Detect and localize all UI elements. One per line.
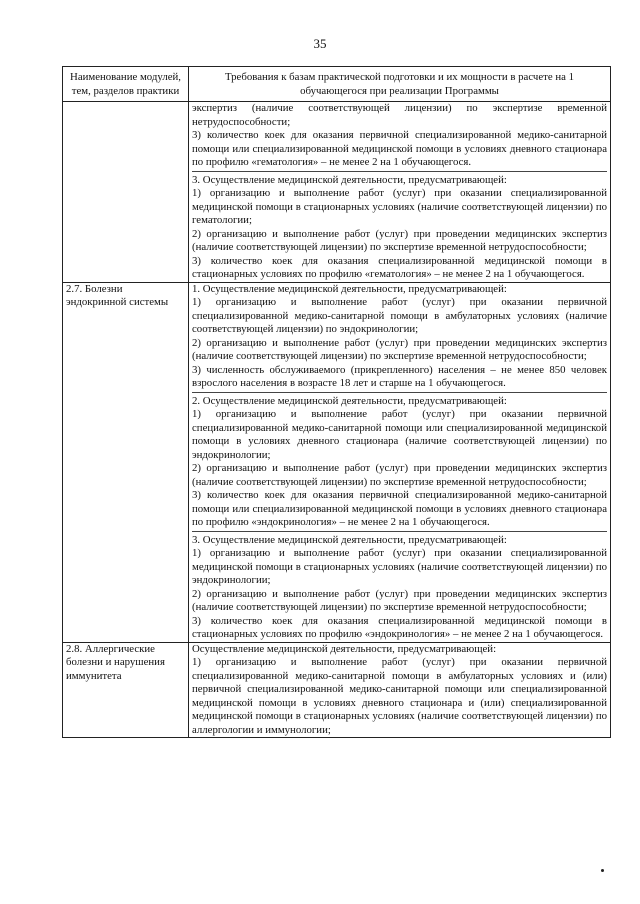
requirement-block xyxy=(192,643,607,738)
table-row xyxy=(63,642,611,738)
requirement-block xyxy=(192,283,607,391)
requirement-paragraph: 3. Осуществление медицинской деятельности, предусматривающей: xyxy=(192,173,507,186)
table-row xyxy=(63,102,611,283)
requirement-paragraph: 3) количество коек для оказания первичной специализированной медико-санитарной помощи или специализированной медицинской помощи в условиях дневного стационара по профилю «эндокринология» – не менее 2 на 1 обучающегося. xyxy=(192,489,607,528)
requirement-paragraph: 1. Осуществление медицинской деятельности, предусматривающей: xyxy=(192,282,507,295)
requirements-cell xyxy=(189,642,611,738)
requirement-paragraph: экспертиз (наличие соответствующей лицензии) по экспертизе временной нетрудоспособности; xyxy=(192,102,607,128)
requirement-block xyxy=(192,531,607,642)
requirement-paragraph: 1) организацию и выполнение работ (услуг) при оказании первичной специализированной медико-санитарной помощи в амбулаторных условиях (наличие соответствующей лицензии) по эндокринологии; xyxy=(192,296,607,335)
requirement-paragraph: 1) организацию и выполнение работ (услуг) при оказании специализированной медицинской помощи в стационарных условиях (наличие соответствующей лицензии) по гематологии; xyxy=(192,187,607,226)
header-module-column: Наименование модулей, тем, разделов практики xyxy=(63,67,189,102)
table-row xyxy=(63,282,611,642)
requirement-paragraph: 2) организацию и выполнение работ (услуг) при проведении медицинских экспертиз (наличие соответствующей лицензии) по экспертизе временной нетрудоспособности; xyxy=(192,462,607,488)
requirement-paragraph: 2. Осуществление медицинской деятельности, предусматривающей: xyxy=(192,394,507,407)
requirement-paragraph: 1) организацию и выполнение работ (услуг) при оказании специализированной медицинской помощи в стационарных условиях (наличие соответствующей лицензии) по эндокринологии; xyxy=(192,547,607,586)
requirement-paragraph: 3) количество коек для оказания специализированной медицинской помощи в стационарных условиях по профилю «эндокринология» – не менее 2 на 1 обучающегося. xyxy=(192,614,607,640)
requirements-cell xyxy=(189,282,611,642)
module-name xyxy=(63,102,189,283)
requirement-paragraph: 2) организацию и выполнение работ (услуг) при проведении медицинских экспертиз (наличие соответствующей лицензии) по экспертизе временной нетрудоспособности; xyxy=(192,587,607,613)
page-mark xyxy=(601,869,604,872)
requirement-paragraph: 2) организацию и выполнение работ (услуг) при проведении медицинских экспертиз (наличие соответствующей лицензии) по экспертизе временной нетрудоспособности; xyxy=(192,336,607,362)
requirements-table xyxy=(62,66,611,738)
requirement-paragraph: 1) организацию и выполнение работ (услуг) при оказании первичной специализированной медико-санитарной помощи или специализированной медицинской помощи в условиях дневного стационара (наличие соответствующей лицензии) по эндокринологии; xyxy=(192,408,607,461)
module-name: 2.7. Болезни эндокринной системы xyxy=(63,282,189,642)
requirement-block xyxy=(192,171,607,282)
requirement-paragraph: 2) организацию и выполнение работ (услуг) при проведении медицинских экспертиз (наличие соответствующей лицензии) по экспертизе временной нетрудоспособности; xyxy=(192,227,607,253)
requirement-block xyxy=(192,392,607,530)
header-requirements-column: Требования к базам практической подготовки и их мощности в расчете на 1 обучающегося при реализации Программы xyxy=(189,67,611,102)
table-header-row xyxy=(63,67,611,102)
requirements-cell xyxy=(189,102,611,283)
requirement-paragraph: 3. Осуществление медицинской деятельности, предусматривающей: xyxy=(192,533,507,546)
requirement-paragraph: 3) численность обслуживаемого (прикрепленного) населения – не менее 850 человек взрослого населения в возрасте 18 лет и старше на 1 обучающегося. xyxy=(192,363,607,389)
requirement-paragraph: 3) количество коек для оказания специализированной медицинской помощи в стационарных условиях по профилю «гематология» – не менее 2 на 1 обучающегося. xyxy=(192,254,607,280)
page-number: 35 xyxy=(313,36,327,51)
requirement-paragraph: 3) количество коек для оказания первичной специализированной медико-санитарной помощи или специализированной медицинской помощи в условиях дневного стационара по профилю «гематология» – не менее 2 на 1 обучающегося. xyxy=(192,129,607,168)
requirement-paragraph: Осуществление медицинской деятельности, предусматривающей: xyxy=(192,642,497,655)
module-name: 2.8. Аллергические болезни и нарушения иммунитета xyxy=(63,642,189,738)
requirement-paragraph: 1) организацию и выполнение работ (услуг) при оказании первичной специализированной медико-санитарной помощи в амбулаторных условиях и (или) первичной специализированной медико-санитарной помощи или специализированной медицинской помощи в условиях дневного стационара и (или) специализированной медицинской помощи в стационарных условиях (наличие соответствующей лицензии) по аллергологии и иммунологии; xyxy=(192,656,607,736)
requirement-block xyxy=(192,102,607,170)
